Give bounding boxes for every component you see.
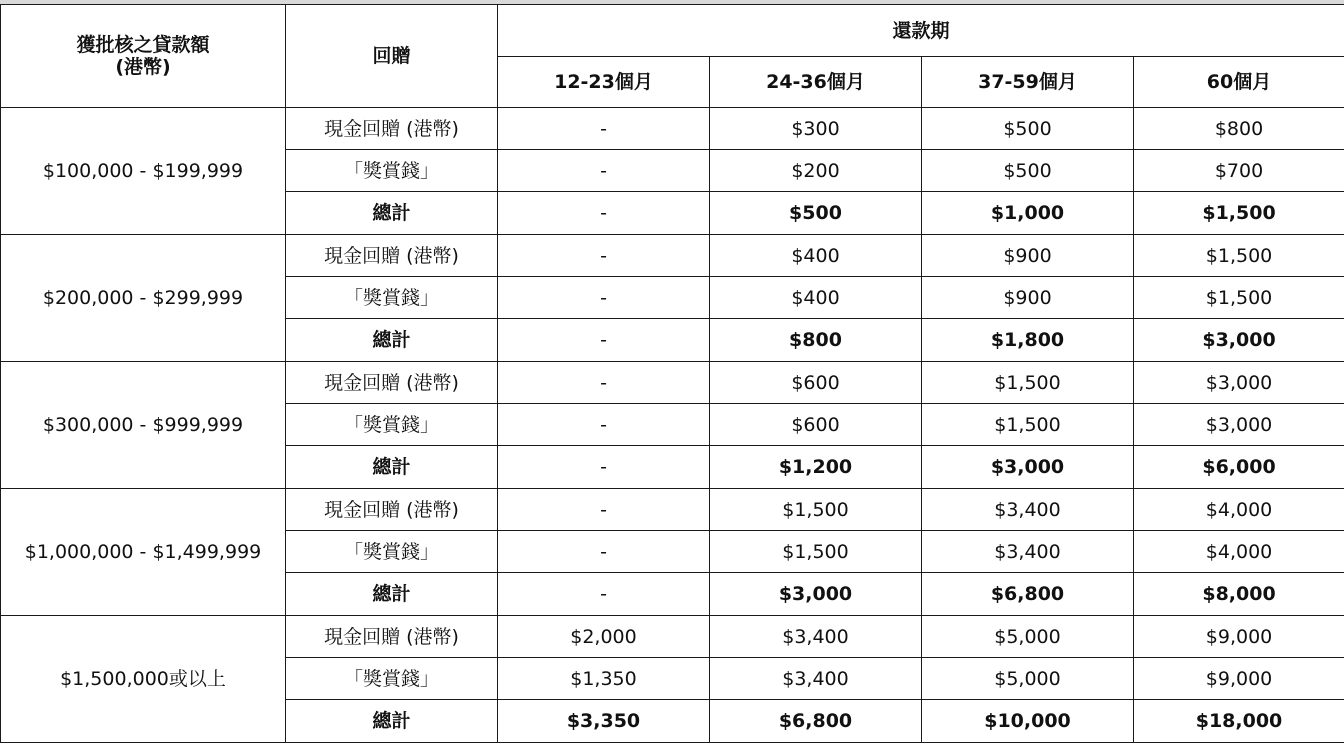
rebate-value-cell: $3,400 <box>710 616 922 658</box>
rebate-value-cell: $3,000 <box>1134 319 1344 362</box>
rebate-value-cell: $1,500 <box>1134 277 1344 319</box>
rebate-value-cell: $800 <box>710 319 922 362</box>
rebate-value-cell: $500 <box>922 150 1134 192</box>
rebate-value-cell: $3,000 <box>1134 362 1344 404</box>
rebate-value-cell: $9,000 <box>1134 616 1344 658</box>
rebate-type-label: 「獎賞錢」 <box>286 150 498 192</box>
rebate-value-cell: - <box>498 192 710 235</box>
rebate-value-cell: $1,500 <box>922 362 1134 404</box>
rebate-value-cell: $4,000 <box>1134 531 1344 573</box>
rebate-value-cell: $1,500 <box>710 531 922 573</box>
rebate-value-cell: $6,800 <box>710 700 922 743</box>
rebate-type-label: 「獎賞錢」 <box>286 658 498 700</box>
rebate-value-cell: $3,000 <box>1134 404 1344 446</box>
rebate-value-cell: $5,000 <box>922 616 1134 658</box>
rebate-value-cell: $10,000 <box>922 700 1134 743</box>
table-body <box>1 108 1344 743</box>
rebate-value-cell: $600 <box>710 404 922 446</box>
header-loan-amount <box>1 5 286 108</box>
rebate-value-cell: $3,400 <box>710 658 922 700</box>
total-label: 總計 <box>286 573 498 616</box>
rebate-value-cell: $4,000 <box>1134 489 1344 531</box>
header-term-37-59: 37-59個月 <box>922 57 1134 108</box>
rebate-value-cell: - <box>498 446 710 489</box>
rebate-value-cell: $3,000 <box>922 446 1134 489</box>
rebate-value-cell: $1,500 <box>1134 192 1344 235</box>
rebate-type-label: 現金回贈 (港幣) <box>286 489 498 531</box>
rebate-value-cell: $3,350 <box>498 700 710 743</box>
rebate-value-cell: - <box>498 489 710 531</box>
rebate-value-cell: - <box>498 150 710 192</box>
rebate-value-cell: - <box>498 277 710 319</box>
rebate-value-cell: $6,000 <box>1134 446 1344 489</box>
rebate-value-cell: $1,350 <box>498 658 710 700</box>
rebate-value-cell: $900 <box>922 235 1134 277</box>
header-term-60: 60個月 <box>1134 57 1344 108</box>
rebate-value-cell: $1,000 <box>922 192 1134 235</box>
rebate-value-cell: - <box>498 573 710 616</box>
rebate-value-cell: $3,400 <box>922 489 1134 531</box>
header-rebate: 回贈 <box>286 5 498 108</box>
rebate-value-cell: $500 <box>710 192 922 235</box>
rebate-value-cell: $400 <box>710 235 922 277</box>
rebate-value-cell: - <box>498 319 710 362</box>
rebate-value-cell: $1,500 <box>922 404 1134 446</box>
table-row <box>1 108 1344 150</box>
rebate-value-cell: - <box>498 531 710 573</box>
loan-rebate-table <box>0 4 1344 743</box>
rebate-type-label: 現金回贈 (港幣) <box>286 362 498 404</box>
rebate-value-cell: - <box>498 404 710 446</box>
rebate-value-cell: $9,000 <box>1134 658 1344 700</box>
rebate-type-label: 「獎賞錢」 <box>286 277 498 319</box>
rebate-type-label: 「獎賞錢」 <box>286 531 498 573</box>
rebate-value-cell: $5,000 <box>922 658 1134 700</box>
total-label: 總計 <box>286 446 498 489</box>
rebate-type-label: 現金回贈 (港幣) <box>286 616 498 658</box>
rebate-value-cell: - <box>498 108 710 150</box>
table-row <box>1 616 1344 658</box>
rebate-value-cell: $1,500 <box>1134 235 1344 277</box>
table-row <box>1 489 1344 531</box>
loan-amount-range: $100,000 - $199,999 <box>1 108 286 235</box>
rebate-value-cell: $500 <box>922 108 1134 150</box>
rebate-value-cell: $800 <box>1134 108 1344 150</box>
rebate-value-cell: $1,800 <box>922 319 1134 362</box>
rebate-value-cell: - <box>498 362 710 404</box>
header-term-12-23: 12-23個月 <box>498 57 710 108</box>
loan-amount-range: $200,000 - $299,999 <box>1 235 286 362</box>
rebate-value-cell: $1,500 <box>710 489 922 531</box>
rebate-type-label: 現金回贈 (港幣) <box>286 108 498 150</box>
rebate-value-cell: $700 <box>1134 150 1344 192</box>
rebate-value-cell: $1,200 <box>710 446 922 489</box>
table-row <box>1 235 1344 277</box>
rebate-value-cell: $200 <box>710 150 922 192</box>
rebate-type-label: 「獎賞錢」 <box>286 404 498 446</box>
rebate-value-cell: - <box>498 235 710 277</box>
rebate-value-cell: $3,400 <box>922 531 1134 573</box>
header-loan-amount-line1: 獲批核之貸款額 <box>76 34 210 56</box>
rebate-value-cell: $3,000 <box>710 573 922 616</box>
total-label: 總計 <box>286 319 498 362</box>
header-term-24-36: 24-36個月 <box>710 57 922 108</box>
rebate-value-cell: $8,000 <box>1134 573 1344 616</box>
rebate-value-cell: $400 <box>710 277 922 319</box>
table-row <box>1 362 1344 404</box>
loan-amount-range: $300,000 - $999,999 <box>1 362 286 489</box>
rebate-value-cell: $300 <box>710 108 922 150</box>
rebate-value-cell: $900 <box>922 277 1134 319</box>
header-repayment-period: 還款期 <box>498 5 1344 57</box>
total-label: 總計 <box>286 192 498 235</box>
loan-amount-range: $1,000,000 - $1,499,999 <box>1 489 286 616</box>
header-loan-amount-line2: (港幣) <box>115 56 171 78</box>
total-label: 總計 <box>286 700 498 743</box>
rebate-value-cell: $600 <box>710 362 922 404</box>
rebate-type-label: 現金回贈 (港幣) <box>286 235 498 277</box>
rebate-value-cell: $18,000 <box>1134 700 1344 743</box>
loan-amount-range: $1,500,000或以上 <box>1 616 286 743</box>
rebate-value-cell: $6,800 <box>922 573 1134 616</box>
rebate-value-cell: $2,000 <box>498 616 710 658</box>
